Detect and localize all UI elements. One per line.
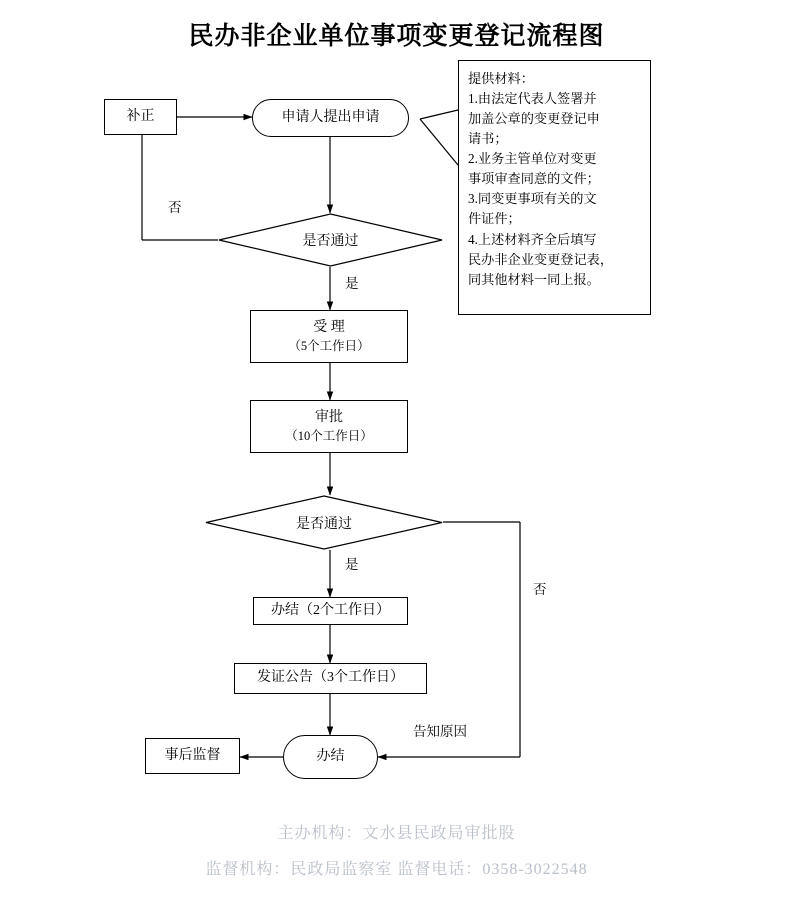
node-finish-final-label: 办结 (316, 748, 345, 764)
materials-note (458, 60, 651, 315)
node-accept[interactable] (250, 310, 408, 363)
node-decision-2-label: 是否通过 (296, 516, 352, 532)
edge-label-no-right: 否 (533, 582, 547, 597)
edge-label-yes-bottom: 是 (345, 557, 359, 572)
node-apply[interactable] (252, 99, 409, 137)
node-supervise-label: 事后监督 (164, 747, 221, 763)
materials-note-line-2: 加盖公章的变更登记申 (468, 111, 600, 127)
materials-note-line-6: 3.同变更事项有关的文 (468, 191, 597, 207)
node-approve-label-1: 审批 (315, 409, 343, 425)
node-apply-label: 申请人提出申请 (281, 109, 380, 125)
node-announce[interactable] (234, 663, 427, 694)
node-approve-label-2: （10个工作日） (285, 428, 373, 443)
node-finish-final[interactable] (283, 735, 378, 779)
materials-note-line-9: 民办非企业变更登记表， (468, 251, 614, 267)
materials-note-line-10: 同其他材料一同上报。 (468, 271, 600, 287)
materials-note-heading: 提供材料： (468, 71, 534, 86)
page-title: 民办非企业单位事项变更登记流程图 (188, 23, 605, 50)
node-accept-label-1: 受 理 (313, 319, 345, 335)
node-announce-label: 发证公告（3个工作日） (257, 670, 404, 686)
materials-note-line-3: 请书； (468, 131, 508, 147)
node-finish-first[interactable] (253, 597, 408, 625)
materials-note-line-1: 1.由法定代表人签署并 (468, 91, 597, 107)
node-approve[interactable] (250, 400, 408, 453)
node-finish-first-label: 办结（2个工作日） (271, 602, 390, 618)
materials-note-line-5: 事项审查同意的文件； (468, 171, 600, 187)
edge-label-no-top: 否 (168, 200, 182, 215)
node-accept-label-2: （5个工作日） (288, 338, 370, 353)
materials-note-line-8: 4.上述材料齐全后填写 (468, 231, 597, 247)
node-supervise[interactable] (145, 738, 240, 774)
node-correction[interactable] (104, 99, 177, 135)
edge-label-inform-reason: 告知原因 (413, 724, 467, 739)
node-decision-2[interactable] (205, 495, 443, 550)
node-correction-label: 补正 (126, 108, 155, 124)
node-decision-1-label: 是否通过 (302, 234, 359, 249)
edge-label-yes-top: 是 (345, 276, 359, 291)
node-decision-1[interactable] (218, 213, 443, 267)
materials-note-line-4: 2.业务主管单位对变更 (468, 151, 597, 167)
footer-supervisor: 监督机构：民政局监察室 监督电话：0358-3022548 (205, 861, 588, 878)
footer-organizer: 主办机构：文水县民政局审批股 (277, 825, 516, 842)
materials-note-line-7: 件证件； (468, 211, 521, 227)
